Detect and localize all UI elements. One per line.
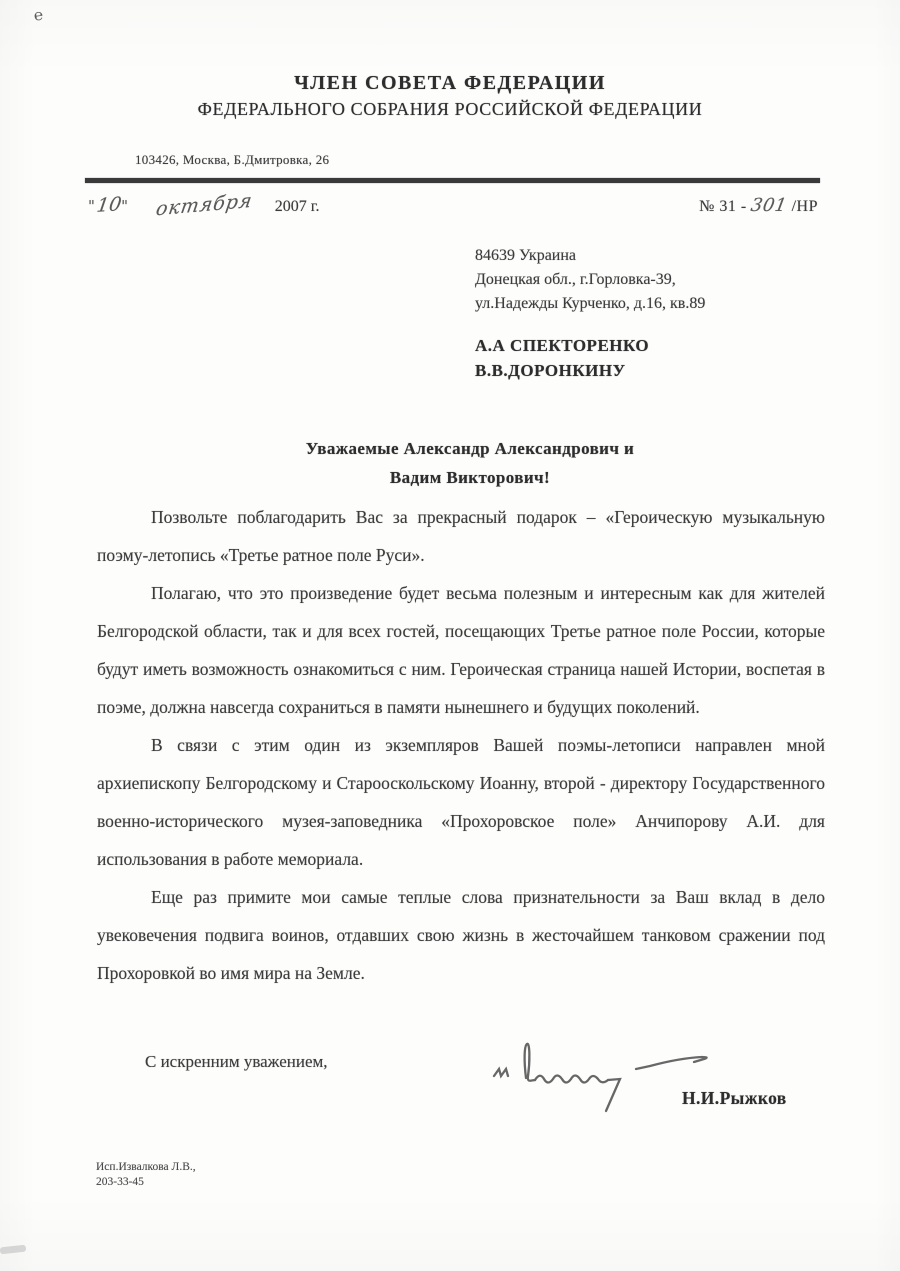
corner-pen-mark: ℮ — [32, 5, 45, 25]
executor-footer — [96, 1160, 196, 1190]
outgoing-number-prefix: № 31 - — [699, 198, 747, 215]
date-year: 2007 г. — [274, 198, 320, 215]
date-and-number-row — [88, 189, 818, 221]
letterhead — [0, 72, 900, 120]
body-paragraph-4: Еще раз примите мои самые теплые слова признательности за Ваш вклад в дело увековечения подвига воинов, отдавших свою жизнь в жесточайшем танковом сражении под Прохоровкой во имя мира на Земле. — [97, 887, 825, 983]
letterhead-divider-rule — [85, 178, 820, 183]
signer-name: Н.И.Рыжков — [682, 1088, 787, 1108]
body-paragraph-3: В связи с этим один из экземпляров Вашей поэмы-летописи направлен мной архиепископу Белгородскому и Старооскольскому Иоанну, второй - директору Государственного военно-исторического музея-заповедника «Прохоровское поле» Анчипорову А.И. для использования в работе мемориала. — [97, 735, 825, 869]
date-close-quote: " — [121, 197, 128, 215]
outgoing-number-suffix: /НР — [791, 198, 818, 215]
letterhead-address: 103426, Москва, Б.Дмитровка, 26 — [135, 152, 330, 167]
body-paragraph-2: Полагаю, что это произведение будет весьма полезным и интересным как для жителей Белгородской области, так и для всех гостей, посещающих Третье ратное поле России, которые будут иметь возможность ознакомиться с ним. Героическая страница нашей Истории, воспетая в поэме, должна навсегда сохраниться в памяти нынешнего и будущих поколений. — [97, 583, 825, 717]
salutation — [140, 434, 800, 492]
salutation-line2: Вадим Викторович! — [389, 468, 551, 487]
recipient-address-block — [475, 244, 705, 316]
closing-phrase: С искренним уважением, — [145, 1052, 328, 1071]
letter-body — [97, 498, 825, 992]
recipient-names-block — [475, 333, 649, 383]
date-day-handwritten: 10 — [95, 193, 123, 217]
recipient-name1: А.А СПЕКТОРЕНКО — [475, 336, 650, 355]
recipient-address-line3: ул.Надежды Курченко, д.16, кв.89 — [475, 295, 706, 312]
outgoing-number-handwritten: 301 — [749, 195, 789, 216]
executor-phone: 203-33-45 — [96, 1176, 144, 1188]
outgoing-number — [699, 195, 818, 216]
executor-name: Исп.Извалкова Л.В., — [96, 1161, 196, 1173]
letterhead-title-line2: ФЕДЕРАЛЬНОГО СОБРАНИЯ РОССИЙСКОЙ ФЕДЕРАЦИИ — [197, 99, 703, 119]
date-open-quote: " — [88, 197, 95, 215]
recipient-name2: В.В.ДОРОНКИНУ — [475, 361, 626, 380]
body-paragraph-1: Позвольте поблагодарить Вас за прекрасный подарок – «Героическую музыкальную поэму-летопись «Третье ратное поле Руси». — [97, 507, 825, 565]
recipient-address-line2: Донецкая обл., г.Горловка-39, — [475, 271, 676, 288]
date-month-handwritten: октября — [154, 189, 255, 221]
recipient-address-line1: 84639 Украина — [475, 247, 577, 264]
salutation-line1: Уважаемые Александр Александрович и — [305, 439, 635, 458]
letterhead-title-line1: ЧЛЕН СОВЕТА ФЕДЕРАЦИИ — [294, 72, 606, 94]
scan-smudge — [0, 1245, 26, 1255]
